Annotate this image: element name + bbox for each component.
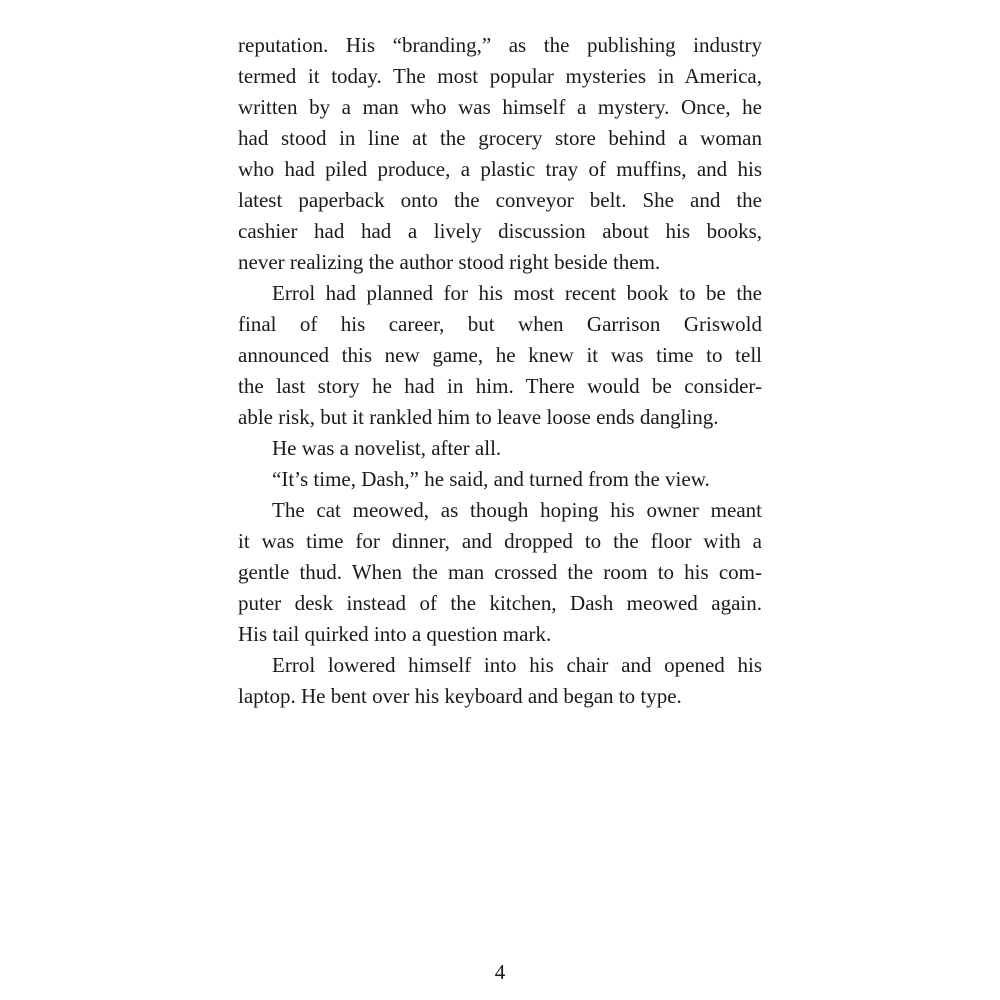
page-body-text <box>238 30 762 712</box>
paragraph-4 <box>238 464 762 495</box>
text-line: laptop. He bent over his keyboard and began to type. <box>238 684 682 708</box>
text-line: cashier had had a lively discussion about his books, <box>238 219 762 243</box>
text-line: never realizing the author stood right beside them. <box>238 250 661 274</box>
page-number: 4 <box>494 960 506 984</box>
text-line: gentle thud. When the man crossed the room to his com- <box>238 560 762 584</box>
text-line: Errol lowered himself into his chair and opened his <box>272 653 762 677</box>
paragraph-2 <box>238 278 762 433</box>
text-line: written by a man who was himself a mystery. Once, he <box>238 95 762 119</box>
text-line: puter desk instead of the kitchen, Dash meowed again. <box>238 591 762 615</box>
paragraph-1 <box>238 30 762 278</box>
text-line: “It’s time, Dash,” he said, and turned from the view. <box>272 467 710 491</box>
text-line: The cat meowed, as though hoping his owner meant <box>272 498 762 522</box>
paragraph-3 <box>238 433 762 464</box>
text-line: His tail quirked into a question mark. <box>238 622 552 646</box>
text-line: able risk, but it rankled him to leave loose ends dangling. <box>238 405 719 429</box>
text-line: announced this new game, he knew it was time to tell <box>238 343 762 367</box>
text-line: Errol had planned for his most recent book to be the <box>272 281 762 305</box>
text-line: He was a novelist, after all. <box>272 436 502 460</box>
text-line: reputation. His “branding,” as the publishing industry <box>238 33 762 57</box>
text-line: termed it today. The most popular mysteries in America, <box>238 64 762 88</box>
paragraph-6 <box>238 650 762 712</box>
text-line: the last story he had in him. There would be consider- <box>238 374 762 398</box>
text-line: latest paperback onto the conveyor belt. She and the <box>238 188 762 212</box>
text-line: had stood in line at the grocery store behind a woman <box>238 126 762 150</box>
text-line: final of his career, but when Garrison Griswold <box>238 312 762 336</box>
text-line: who had piled produce, a plastic tray of muffins, and his <box>238 157 762 181</box>
paragraph-5 <box>238 495 762 650</box>
text-line: it was time for dinner, and dropped to the floor with a <box>238 529 762 553</box>
